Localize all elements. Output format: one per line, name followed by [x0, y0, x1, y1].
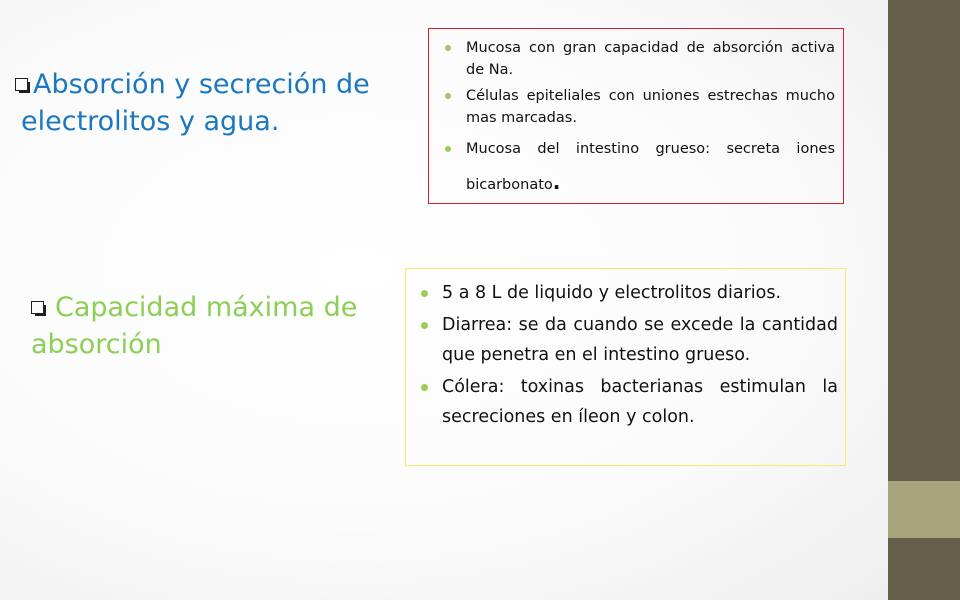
list-item	[439, 37, 835, 81]
list-item-text: 5 a 8 L de liquido y electrolitos diarios.	[442, 283, 782, 303]
absorption-notes-box	[428, 28, 844, 204]
side-bar-accent	[888, 481, 960, 538]
list-item-text: Cólera: toxinas bacterianas estimulan la secreciones en íleon y colon.	[442, 377, 838, 427]
list-item-text: Mucosa con gran capacidad de absorción activa de Na.	[466, 40, 835, 78]
checkbox-bullet-icon	[15, 78, 30, 93]
capacity-notes-list	[416, 278, 838, 434]
absorption-notes-list	[439, 37, 835, 206]
heading-capacidad-maxima	[14, 289, 374, 363]
list-item-text: Células epiteliales con uniones estrechas mucho mas marcadas.	[466, 88, 835, 126]
heading-absorcion-secrecion	[4, 66, 384, 140]
heading-text: Capacidad máxima de absorción	[31, 292, 358, 360]
list-item	[416, 310, 838, 370]
heading-text: Absorción y secreción de electrolitos y agua.	[21, 69, 370, 137]
list-item	[416, 278, 838, 308]
list-item-text: Diarrea: se da cuando se excede la cantidad que penetra en el intestino grueso.	[442, 315, 838, 365]
list-item-period: .	[552, 170, 561, 194]
side-bar-bottom	[888, 538, 960, 600]
capacity-notes-box	[405, 268, 846, 466]
list-item	[439, 85, 835, 129]
side-bar-top	[888, 0, 960, 481]
list-item	[439, 133, 835, 202]
list-item-text: Mucosa del intestino grueso: secreta iones bicarbonato	[466, 141, 835, 193]
checkbox-bullet-icon	[31, 301, 46, 316]
list-item	[416, 372, 838, 432]
